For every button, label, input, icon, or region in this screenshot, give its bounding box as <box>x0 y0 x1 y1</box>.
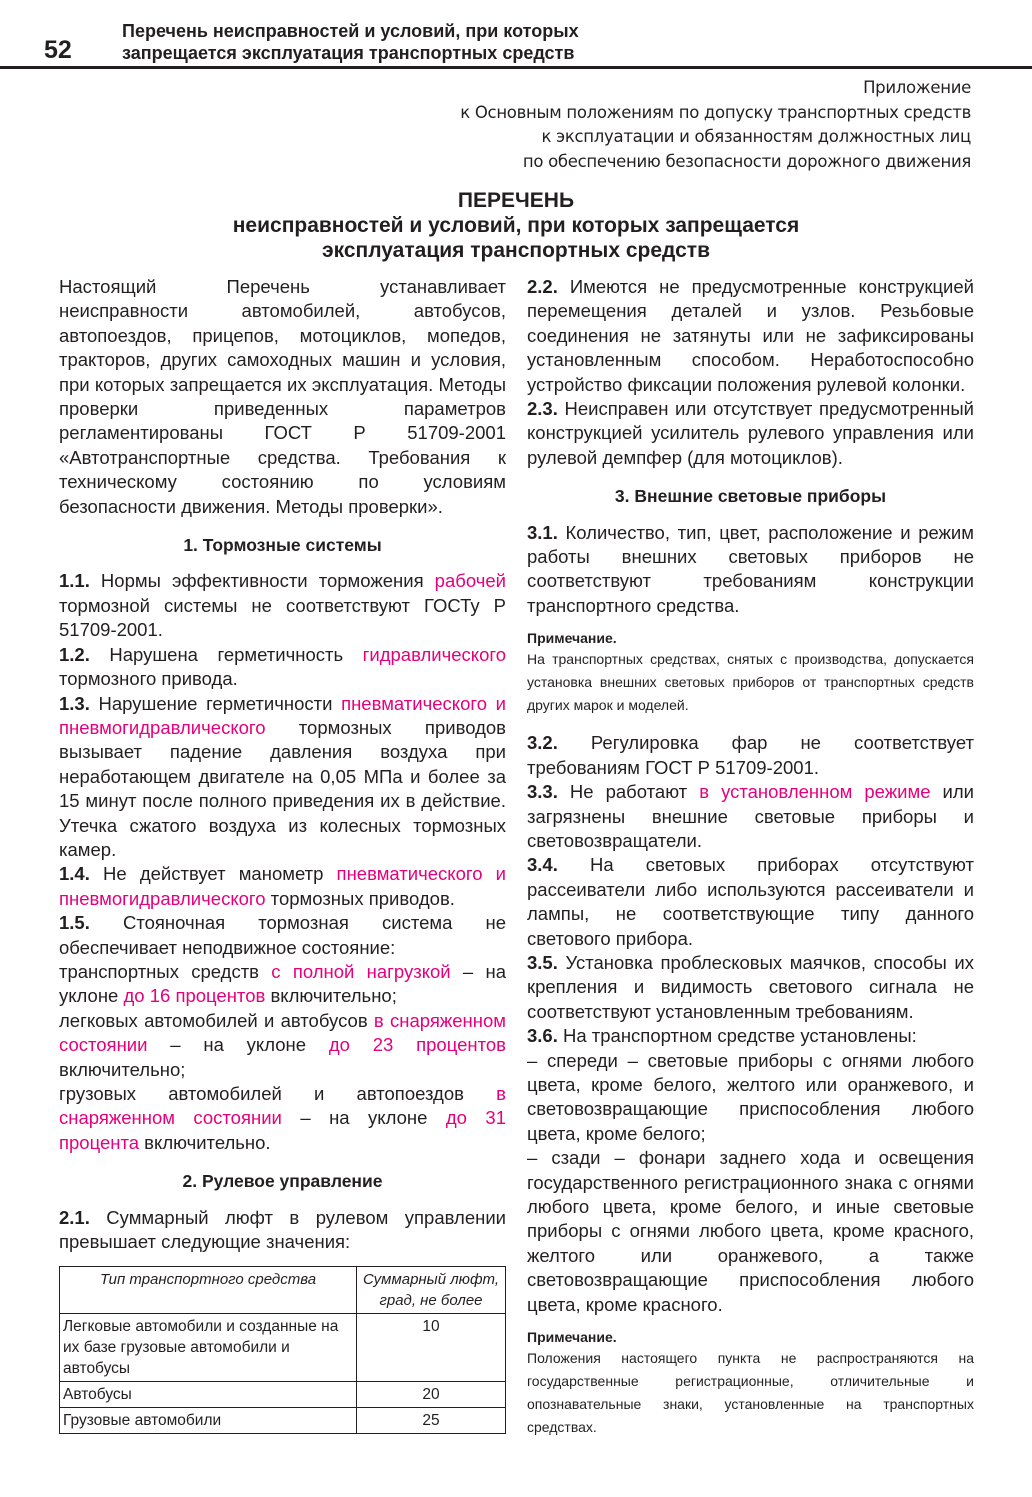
item-1-3 <box>59 692 506 863</box>
left-column <box>59 275 506 1434</box>
highlight-text: гидравлического <box>362 643 506 665</box>
item-text: включительно; <box>59 1058 186 1080</box>
item-text: Не действует манометр <box>89 863 337 885</box>
item-text: Нарушена герметичность <box>89 643 363 665</box>
running-title <box>122 20 579 64</box>
item-number: 1.3. <box>59 692 90 714</box>
table-cell: 25 <box>357 1408 506 1434</box>
note-heading: Примечание. <box>527 1329 617 1346</box>
item-number: 3.4. <box>527 854 558 876</box>
item-text: тормозного привода. <box>59 668 238 690</box>
table-cell: 10 <box>357 1314 506 1382</box>
section-heading-steering: 2. Рулевое управление <box>182 1171 383 1192</box>
right-column <box>527 275 974 1439</box>
item-text: тормозной системы не соответствуют ГОСТу Р 51709-2001. <box>59 594 506 641</box>
item-1-5 <box>59 911 506 960</box>
item-text: грузовых автомобилей и автопоездов <box>59 1083 497 1104</box>
table-cell: Автобусы <box>60 1382 357 1408</box>
item-text: Нормы эффективности торможения <box>89 570 435 592</box>
title-line: ПЕРЕЧЕНЬ <box>457 189 575 212</box>
intro-paragraph: Настоящий Перечень устанавливает неисправности автомобилей, автобусов, автопоездов, прицепов, мотоциклов, мопедов, тракторов, других самоходных машин и условия, при которых запрещается их эксплуатация. Методы проверки приведенных параметров регламентированы ГОСТ Р 51709-2001 «Автотранспортные средства. Требования к техническому состоянию по условиям безопасности движения. Методы проверки». <box>59 276 506 517</box>
item-number: 3.6. <box>527 1025 558 1047</box>
item-number: 2.3. <box>527 398 558 420</box>
slope-line-3 <box>59 1082 506 1155</box>
title-line: неисправностей и условий, при которых запрещается <box>232 214 800 237</box>
item-number: 3.3. <box>527 781 558 803</box>
item-text: тормозных приводов вызывает падение давления воздуха при неработающем двигателе на 0,05 МПа и более за 15 минут после полного приведения их в действие. Утечка сжатого воздуха из колесных тормозных камер. <box>59 716 506 860</box>
section-heading-lights: 3. Внешние световые приборы <box>614 486 887 507</box>
header-rule <box>0 66 1032 69</box>
item-number: 3.2. <box>527 732 558 754</box>
item-number: 2.1. <box>59 1206 90 1228</box>
item-text: или загрязнены внешние световые приборы и световозвращатели. <box>527 781 975 851</box>
item-3-2 <box>527 731 974 780</box>
table-row <box>60 1382 506 1408</box>
item-1-2 <box>59 643 506 692</box>
running-header <box>0 0 1032 70</box>
item-text: Суммарный люфт в рулевом управлении превышает следующие значения: <box>59 1206 506 1253</box>
appendix-line: к Основным положениям по допуску транспортных средств <box>460 102 971 122</box>
note-text: Положения настоящего пункта не распространяются на государственные регистрационные, отличительные и опознавательные знаки, установленные на транспортных средствах. <box>527 1350 974 1436</box>
item-1-4 <box>59 862 506 911</box>
item-3-4 <box>527 853 974 951</box>
highlight-text: до 31 процента <box>59 1107 506 1153</box>
slope-line-1 <box>59 960 506 1009</box>
highlight-text: в снаряженном состоянии <box>59 1009 506 1056</box>
item-3-6 <box>527 1024 974 1048</box>
page-title <box>0 188 1032 263</box>
highlight-text: пневматического и пневмогидравлического <box>59 692 506 738</box>
highlight-text: в снаряженном состоянии <box>59 1083 506 1129</box>
item-2-1 <box>59 1206 506 1255</box>
item-text: легковых автомобилей и автобусов <box>59 1009 374 1031</box>
table-header-cell: Суммарный люфт, град, не более <box>357 1267 506 1314</box>
item-number: 1.2. <box>59 643 90 665</box>
item-text: Установка проблесковых маячков, способы их крепления и видимость светового сигнала не соответствуют установленным требованиям. <box>527 951 974 1022</box>
table-cell: Легковые автомобили и созданные на их базе грузовые автомобили и автобусы <box>60 1314 357 1382</box>
highlight-text: до 23 процентов <box>328 1034 506 1056</box>
appendix-line: Приложение <box>863 78 971 97</box>
item-2-3 <box>527 397 974 470</box>
item-3-5 <box>527 951 974 1024</box>
table-cell: 20 <box>357 1382 506 1408</box>
item-1-1 <box>59 569 506 642</box>
appendix-line: по обеспечению безопасности дорожного движения <box>522 151 971 171</box>
table-cell: Грузовые автомобили <box>60 1408 357 1434</box>
item-3-3 <box>527 780 974 853</box>
highlight-text: в установленном режиме <box>699 781 931 803</box>
item-text: включительно. <box>139 1131 271 1153</box>
item-text: Нарушение герметичности <box>89 692 342 714</box>
item-number: 1.1. <box>59 570 90 592</box>
item-2-2 <box>527 275 974 397</box>
table-header-row <box>60 1267 506 1314</box>
item-text: На световых приборах отсутствуют рассеиватели либо используются рассеиватели и лампы, не соответствующие типу данного светового прибора. <box>527 854 974 949</box>
slope-line-2 <box>59 1009 506 1082</box>
item-text: Регулировка фар не соответствует требованиям ГОСТ Р 51709-2001. <box>527 732 974 778</box>
running-title-line: запрещается эксплуатация транспортных средств <box>122 43 575 63</box>
item-number: 3.5. <box>527 951 558 973</box>
item-text: На транспортном средстве установлены: <box>557 1025 917 1047</box>
item-number: 2.2. <box>527 276 558 297</box>
item-text: тормозных приводов. <box>265 887 455 909</box>
highlight-text: с полной нагрузкой <box>271 960 451 982</box>
appendix-line: к эксплуатации и обязанностям должностных лиц <box>541 127 971 146</box>
item-number: 3.1. <box>527 521 558 543</box>
appendix-note <box>460 76 971 174</box>
item-text: включительно; <box>265 985 397 1007</box>
table-row <box>60 1408 506 1434</box>
note-text: На транспортных средствах, снятых с производства, допускается установка внешних световых приборов от транспортных средств других марок и моделей. <box>527 651 974 714</box>
item-text: Количество, тип, цвет, расположение и режим работы внешних световых приборов не соответствуют требованиям конструкции транспортного средства. <box>527 521 974 616</box>
item-text: транспортных средств <box>59 960 272 982</box>
title-line: эксплуатация транспортных средств <box>322 239 710 262</box>
item-3-1 <box>527 521 974 619</box>
table-row <box>60 1314 506 1382</box>
item-text: – на уклоне <box>147 1034 329 1056</box>
note-heading: Примечание. <box>527 630 617 647</box>
item-text: – на уклоне <box>59 960 506 1007</box>
item-number: 1.5. <box>59 912 90 934</box>
list-item: – сзади – фонари заднего хода и освещения государственного регистрационного знака с огнями любого цвета, кроме белого, и иные световые приборы с огнями любого цвета, кроме красного, желтого или оранжевого, а также световозвращающие приспособления любого цвета, кроме красного. <box>527 1147 974 1315</box>
item-number: 1.4. <box>59 863 90 885</box>
highlight-text: до 16 процентов <box>123 985 266 1007</box>
section-heading-brakes: 1. Тормозные системы <box>183 535 382 556</box>
list-item: – спереди – световые приборы с огнями любого цвета, кроме белого, желтого или оранжевого, и световозвращающие приспособления любого цвета, кроме белого; <box>527 1049 974 1144</box>
item-text: Не работают <box>557 781 700 803</box>
table-header-cell: Тип транспортного средства <box>60 1267 357 1314</box>
running-title-line: Перечень неисправностей и условий, при которых <box>122 21 579 41</box>
item-text: Имеются не предусмотренные конструкцией перемещения деталей и узлов. Резьбовые соединения не затянуты или не зафиксированы установленным способом. Неработоспособно устройство фиксации положения рулевой колонки. <box>527 276 974 395</box>
steering-play-table <box>59 1266 506 1434</box>
item-text: Стояночная тормозная система не обеспечивает неподвижное состояние: <box>59 912 506 958</box>
highlight-text: пневматического и пневмогидравлического <box>59 863 506 909</box>
highlight-text: рабочей <box>434 570 506 592</box>
item-text: Неисправен или отсутствует предусмотренный конструкцией усилитель рулевого управления или рулевой демпфер (для мотоциклов). <box>527 398 974 468</box>
page-number: 52 <box>44 36 72 64</box>
item-text: – на уклоне <box>281 1107 446 1129</box>
